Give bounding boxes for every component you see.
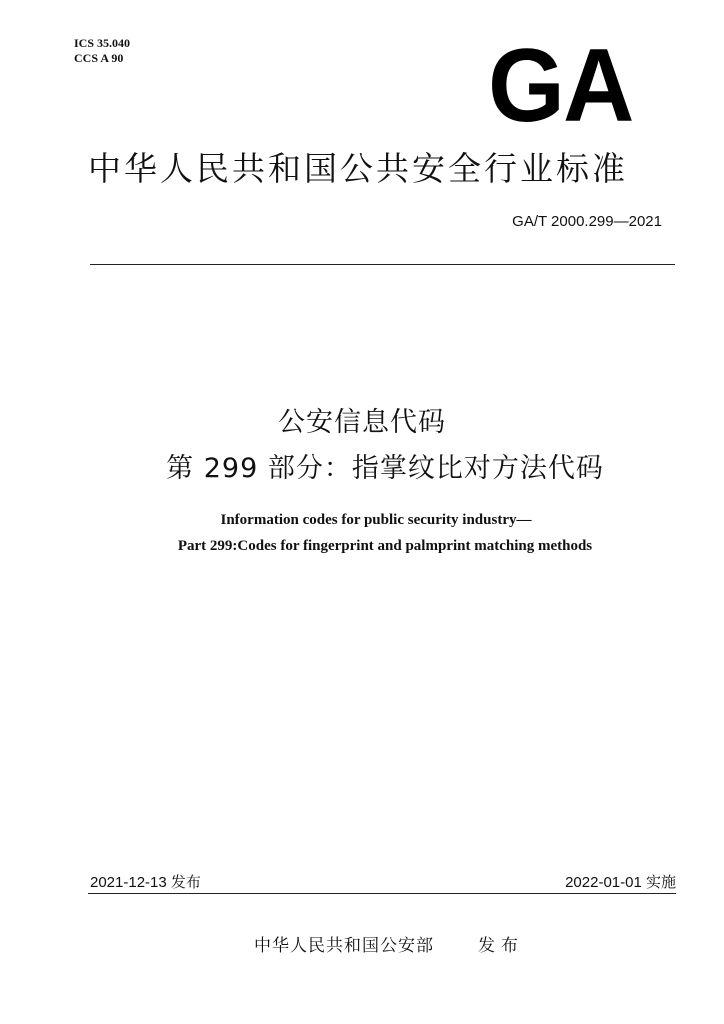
title-en-line2: Part 299:Codes for fingerprint and palmprint matching methods bbox=[177, 538, 593, 554]
title-cn-line1: 公安信息代码 bbox=[278, 407, 446, 438]
title-en-line1: Information codes for public security industry— bbox=[220, 512, 532, 528]
standard-number: GA/T 2000.299—2021 bbox=[512, 213, 662, 230]
issue-date: 2021-12-13 发布 bbox=[90, 874, 201, 891]
classification-codes bbox=[74, 36, 130, 66]
ga-logo: GA bbox=[488, 28, 633, 144]
ccs-code: CCS A 90 bbox=[74, 51, 124, 65]
publisher: 中华人民共和国公安部 bbox=[254, 936, 434, 956]
standard-category: 中华人民共和国公共安全行业标准 bbox=[88, 149, 628, 188]
ics-code: ICS 35.040 bbox=[74, 36, 131, 50]
title-cn-line2: 第 299 部分：指掌纹比对方法代码 bbox=[166, 453, 604, 484]
top-divider bbox=[90, 264, 675, 265]
implementation-date: 2022-01-01 实施 bbox=[565, 874, 676, 891]
publish-label: 发布 bbox=[478, 936, 524, 956]
bottom-divider bbox=[88, 893, 676, 894]
